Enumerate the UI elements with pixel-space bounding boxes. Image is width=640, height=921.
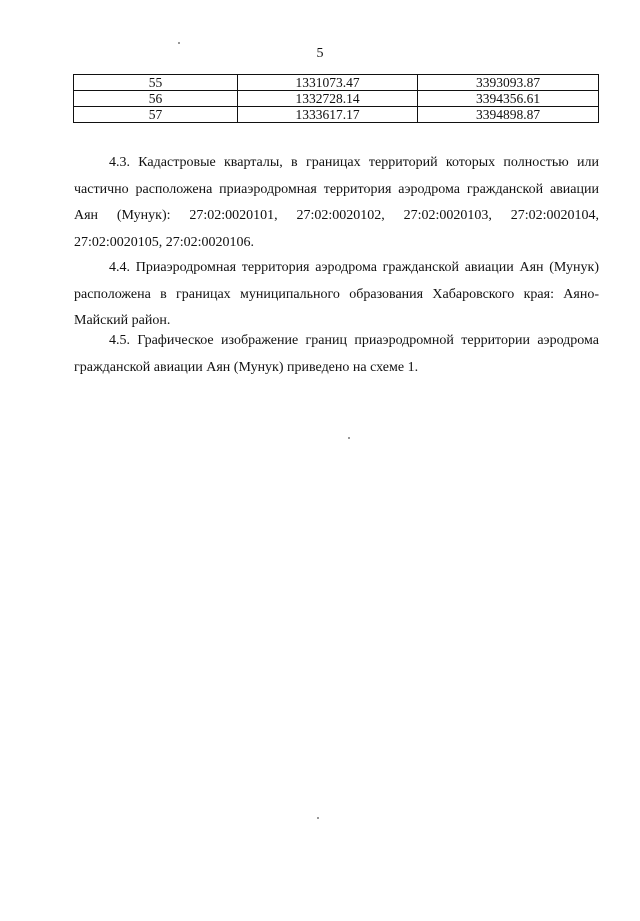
y-coordinate-cell: 3393093.87: [418, 75, 599, 91]
point-number-cell: 57: [74, 107, 238, 123]
point-number-cell: 56: [74, 91, 238, 107]
table-row: [74, 107, 599, 123]
x-coordinate-cell: 1333617.17: [238, 107, 418, 123]
scan-speck: [317, 817, 319, 819]
scan-speck: [178, 42, 180, 44]
y-coordinate-cell: 3394356.61: [418, 91, 599, 107]
point-number-cell: 55: [74, 75, 238, 91]
x-coordinate-cell: 1332728.14: [238, 91, 418, 107]
coordinates-table: [73, 74, 599, 123]
paragraph-4-4-municipal-location: 4.4. Приаэродромная территория аэродрома гражданской авиации Аян (Мунук) расположена в границах муниципального образования Хабаровского края: Аяно-Майский район.: [74, 260, 599, 328]
paragraph-4-5-graphic-scheme: 4.5. Графическое изображение границ приаэродромной территории аэродрома гражданской авиации Аян (Мунук) приведено на схеме 1.: [74, 333, 599, 375]
y-coordinate-cell: 3394898.87: [418, 107, 599, 123]
x-coordinate-cell: 1331073.47: [238, 75, 418, 91]
paragraph-4-3-cadastral-quarters: 4.3. Кадастровые кварталы, в границах территорий которых полностью или частично расположена приаэродромная территория аэродрома гражданской авиации Аян (Мунук): 27:02:0020101, 27:02:0020102, 27:02:0020103, 27:02:0020104, 27:02:0020105, 27:02:0020106.: [74, 155, 599, 250]
page-number: 5: [316, 46, 324, 61]
table-row: [74, 91, 599, 107]
scan-speck: [348, 437, 350, 439]
table-row: [74, 75, 599, 91]
